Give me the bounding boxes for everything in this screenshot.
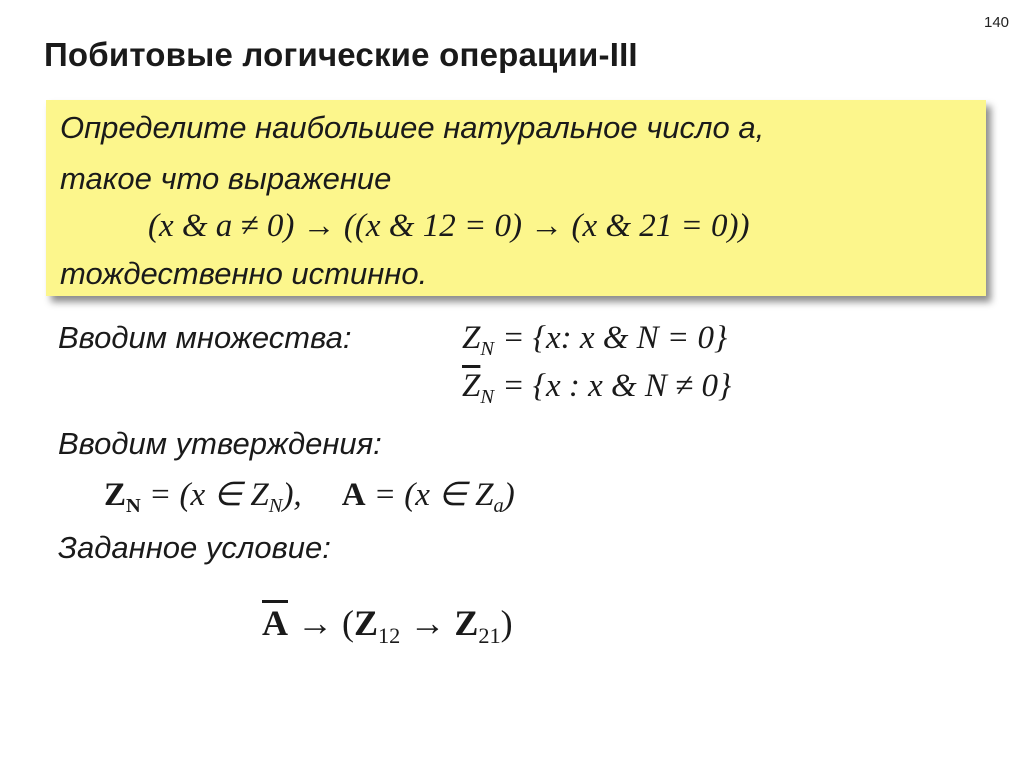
stmt-zn-def-subscript: N (268, 495, 283, 518)
stmt-a-def: = (x ∈ Z (365, 477, 494, 513)
cond-z2: Z (454, 603, 479, 643)
stmt-zn-subscript: N (126, 495, 141, 518)
slide-title: Побитовые логические операции-III (44, 36, 638, 73)
stmt-a-bold: A (341, 477, 366, 513)
set-z-symbol: Z (462, 320, 481, 356)
cond-z1: Z (354, 603, 379, 643)
stmt-zn-bold: Z (104, 477, 127, 513)
task-formula: (x & a ≠ 0) → ((x & 12 = 0) → (x & 21 = 0)) (148, 208, 750, 244)
set1-body: = {x: x & N = 0} (494, 320, 728, 356)
sets-label: Вводим множества: (58, 320, 352, 355)
set-n-subscript-2: N (480, 386, 494, 409)
set2-body: = {x : x & N ≠ 0} (494, 368, 732, 404)
stmt-a-close: ) (503, 477, 515, 513)
condition-formula (262, 602, 513, 649)
set-z-bar-symbol: $\overline{Z}$ (462, 368, 481, 404)
slide-number: 140 (984, 14, 1010, 31)
cond-a-bar: $\overline{A}$ (262, 603, 288, 643)
cond-arrow: → (400, 603, 455, 643)
stmt-zn-def: = (x ∈ Z (140, 477, 269, 513)
stmt-a-def-subscript: a (493, 495, 504, 518)
cond-close: ) (500, 603, 513, 643)
set-zn-complement-definition (462, 368, 731, 409)
cond-z2-subscript: 21 (478, 622, 501, 648)
task-line-2: такое что выражение (60, 161, 392, 196)
task-line-1: Определите наибольшее натуральное число a, (60, 110, 765, 145)
set-n-subscript: N (480, 338, 494, 361)
set-zn-definition (462, 320, 727, 361)
condition-label: Заданное условие: (58, 530, 331, 565)
cond-arrow-open: → ( (288, 603, 354, 643)
stmt-zn-close: ), (282, 477, 302, 513)
task-line-4: тождественно истинно. (60, 256, 428, 291)
statements-formula (104, 474, 515, 518)
statements-label: Вводим утверждения: (58, 426, 382, 461)
cond-z1-subscript: 12 (378, 622, 401, 648)
